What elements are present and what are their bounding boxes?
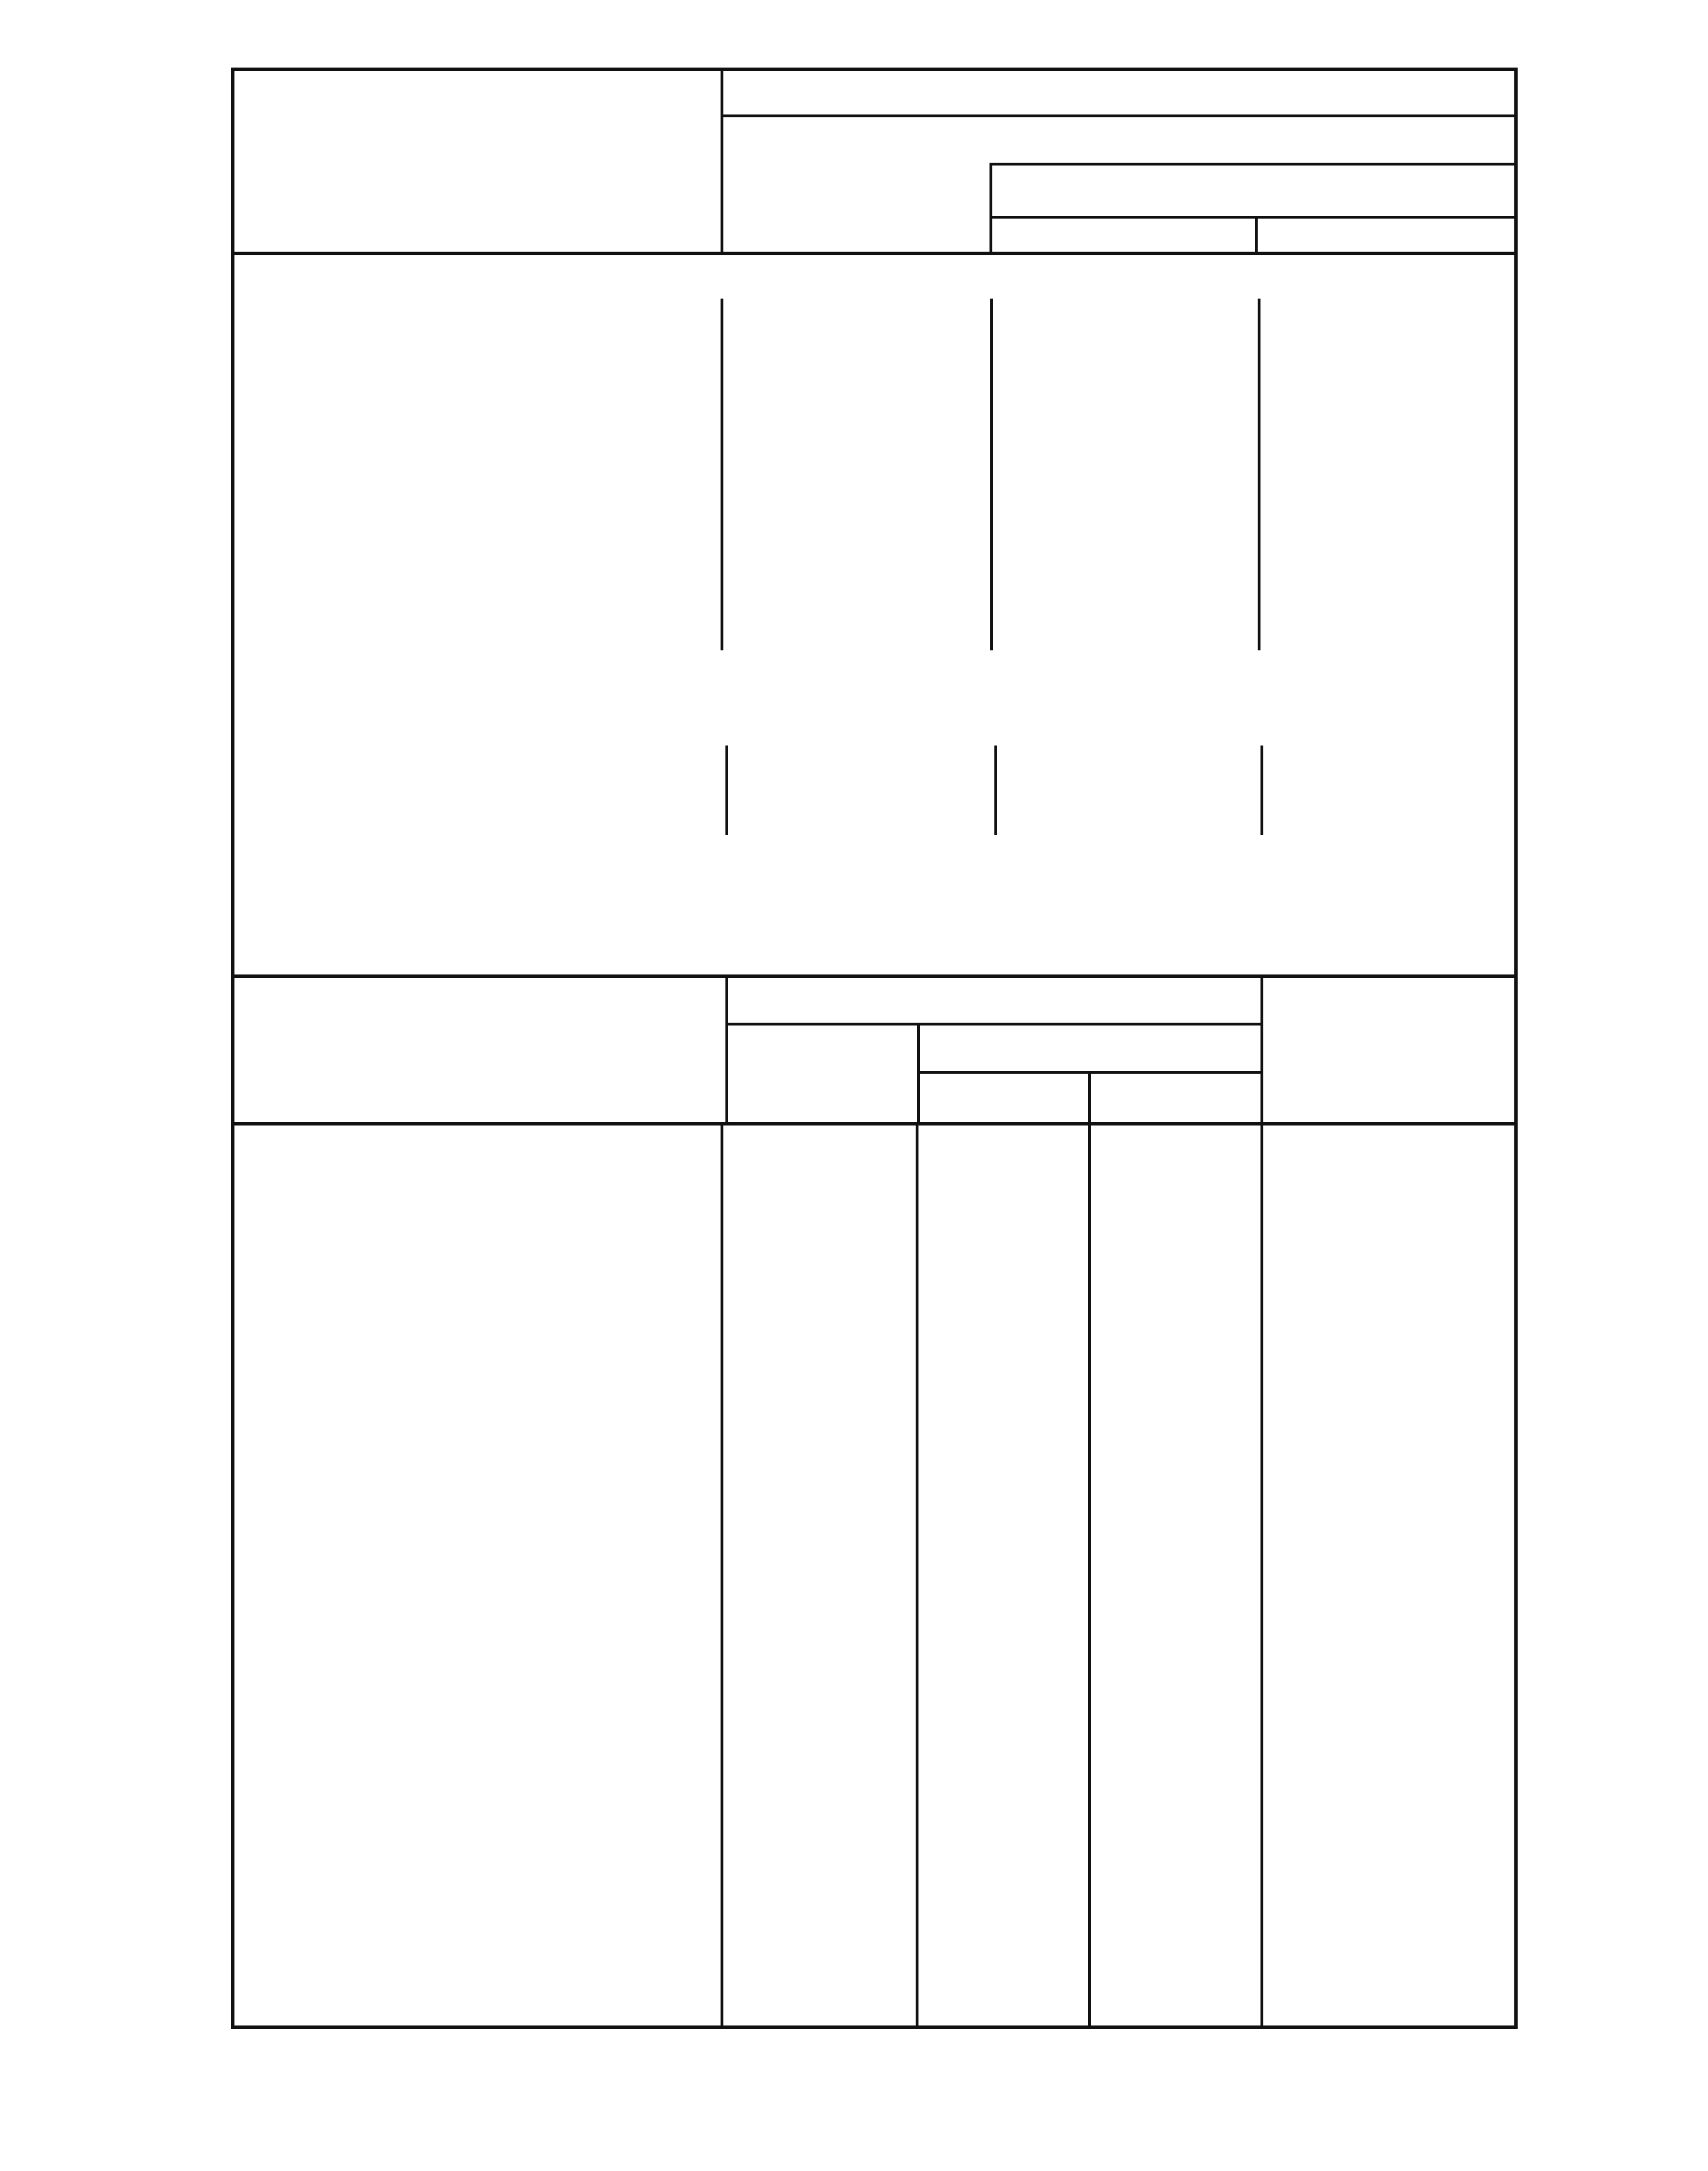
derived-col-divider-3 <box>1088 1122 1091 2029</box>
supp-col-divider-3 <box>1260 746 1263 835</box>
base-col-divider-2 <box>990 299 993 650</box>
base-col-divider-1 <box>721 299 723 650</box>
derived-col-divider-2 <box>916 1122 918 2029</box>
header1-bottom-rule <box>234 252 1515 255</box>
header1-top-rule <box>721 114 1515 117</box>
derived-col-divider-1 <box>721 1122 723 2029</box>
header1-col-divider-2 <box>989 163 992 252</box>
base-col-divider-3 <box>1258 299 1260 650</box>
header2-bottom-rule <box>234 1122 1515 1125</box>
header2-col-divider-3 <box>1088 1071 1091 1122</box>
units-table <box>231 68 1518 2029</box>
header2-unit-rule <box>725 1023 1263 1026</box>
derived-col-divider-4 <box>1260 1122 1263 2029</box>
header2-col-divider-4 <box>1260 974 1263 1122</box>
supp-col-divider-1 <box>725 746 728 835</box>
header1-sub-rule <box>989 163 1515 166</box>
header1-sub2-rule <box>989 216 1515 219</box>
header1-col-divider-3 <box>1255 216 1258 252</box>
header2-col-divider-2 <box>917 1023 920 1122</box>
header2-top-rule <box>234 974 1515 978</box>
header2-col-divider-1 <box>725 974 728 1122</box>
supp-col-divider-2 <box>994 746 997 835</box>
header1-col-divider-1 <box>721 71 723 252</box>
